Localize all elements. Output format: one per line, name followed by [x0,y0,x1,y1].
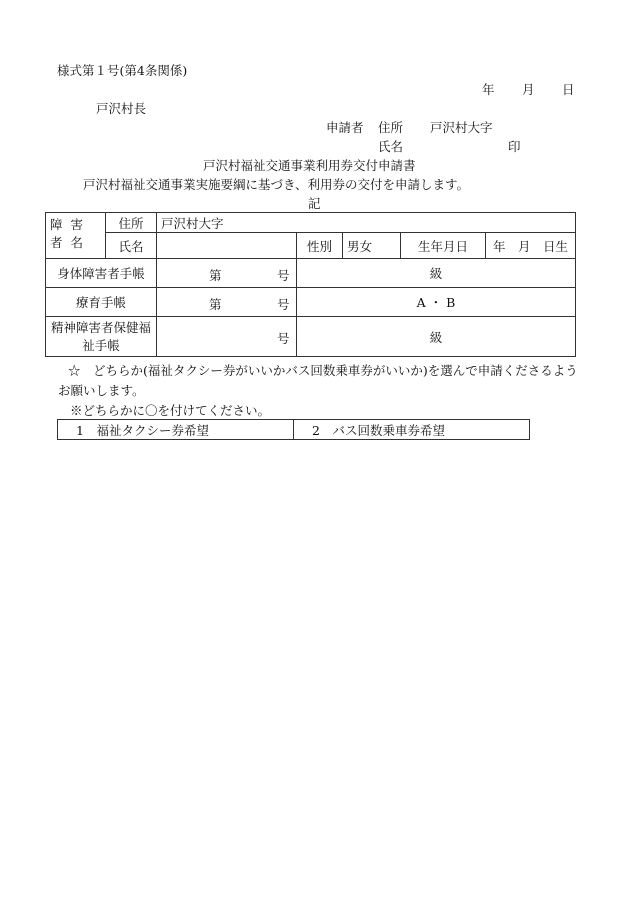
form-number: 様式第１号(第4条関係) [57,63,188,78]
birth-value: 年 月 日生 [486,233,576,259]
physical-handbook-number [157,259,297,288]
mental-handbook-label: 精神障害者保健福祉手帳 [46,317,157,357]
applicant-address-value: 戸沢村大字 [430,120,493,135]
rehab-handbook-label: 療育手帳 [46,288,157,317]
rehab-handbook-grade: A ・ B [297,288,576,317]
go-text: 号 [277,297,290,312]
document-intro: 戸沢村福祉交通事業実施要綱に基づき、利用券の交付を申請します。 [83,177,470,192]
document-title: 戸沢村福祉交通事業利用券交付申請書 [203,158,416,173]
go-text: 号 [277,268,290,283]
choice-table [57,419,530,440]
physical-handbook-grade: 級 [297,259,576,288]
star-note: ☆ どちらか(福祉タクシー券がいいかバス回数乗車券がいいか)を選んで申請くださるようお願いします。 [58,363,578,398]
address-value: 戸沢村大字 [157,213,576,233]
date-day: 日 [562,82,575,97]
circle-note: ※どちらかに〇を付けてください。 [70,403,271,418]
application-table [45,212,576,357]
dai-text: 第 [209,297,222,312]
disabled-person-label: 障 害 者 名 [46,213,106,259]
name-label: 氏名 [106,233,157,259]
mental-handbook-grade: 級 [297,317,576,357]
applicant-address-label: 住所 [378,120,404,135]
sex-label: 性別 [297,233,343,259]
mental-handbook-number [157,317,297,357]
addressee: 戸沢村長 [96,101,147,116]
birth-label: 生年月日 [401,233,486,259]
ki-heading: 記 [308,196,321,211]
choice-bus[interactable]: 2 バス回数乗車券希望 [294,420,530,440]
sex-value: 男女 [343,233,401,259]
choice-taxi[interactable]: 1 福祉タクシー券希望 [58,420,294,440]
date-year: 年 [482,82,495,97]
address-label: 住所 [106,213,157,233]
go-text: 号 [277,331,290,346]
seal-mark: 印 [508,139,521,154]
name-value [157,233,297,259]
applicant-name-label: 氏名 [378,139,404,154]
dai-text: 第 [209,268,222,283]
rehab-handbook-number [157,288,297,317]
physical-handbook-label: 身体障害者手帳 [46,259,157,288]
date-month: 月 [522,82,535,97]
applicant-label: 申請者 [326,120,364,135]
